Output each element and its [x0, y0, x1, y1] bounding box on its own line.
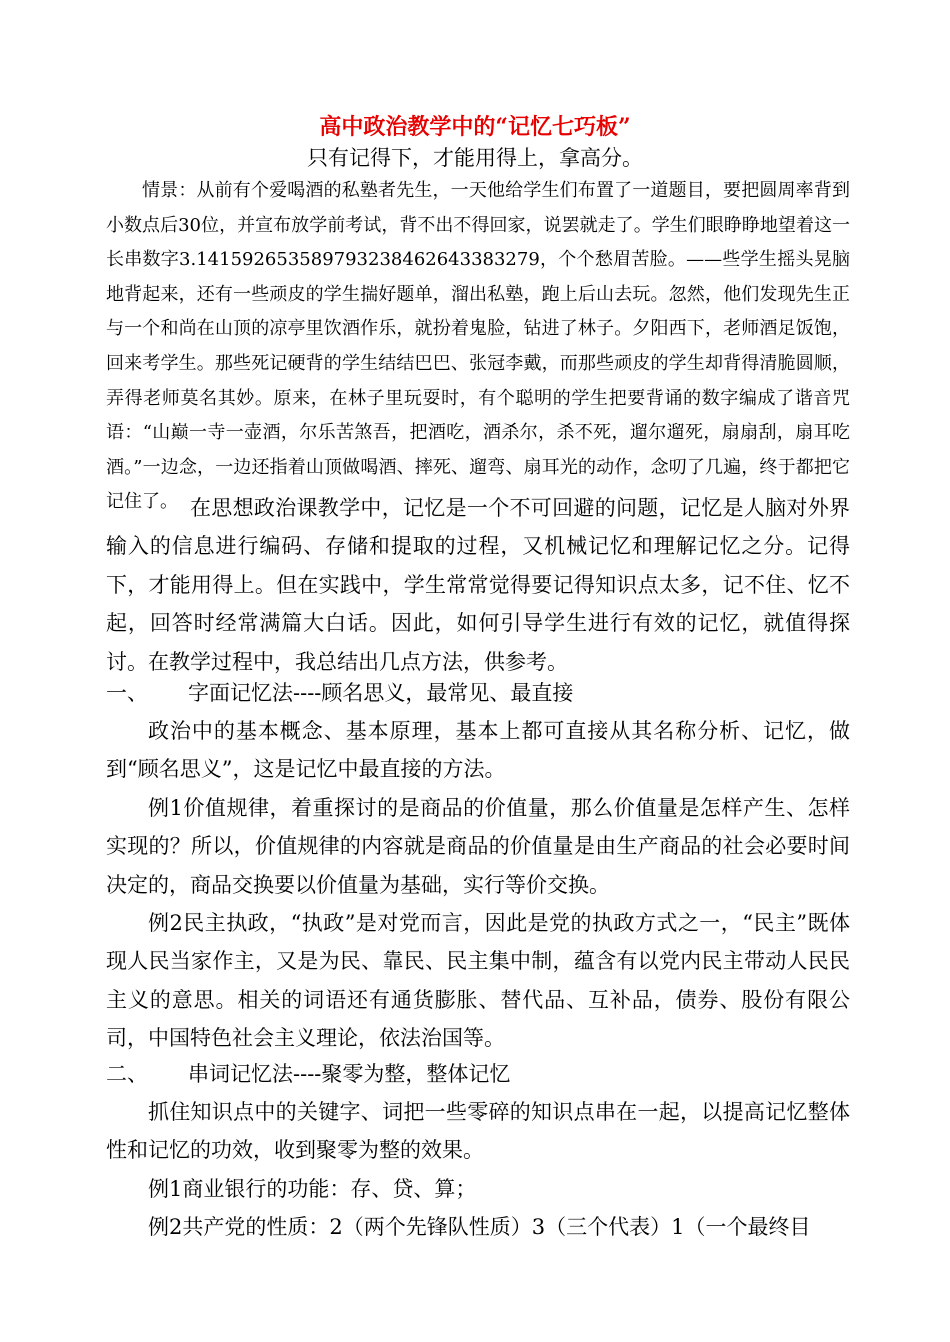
story-paragraph: 情景：从前有个爱喝酒的私塾者先生，一天他给学生们布置了一道题目，要把圆周率背到小数点后30位，并宣布放学前考试，背不出不得回家，说罢就走了。学生们眼睁睁地望着这一长串数字3.141592653589793238462643383279，个个愁眉苦脸。——些学生摇头晃脑地背起来，还有一些顽皮的学生揣好题单，溜出私塾，跑上后山去玩。忽然，他们发现先生正与一个和尚在山顶的凉亭里饮酒作乐，就扮着鬼脸，钻进了林子。夕阳西下，老师酒足饭饱，回来考学生。那些死记硬背的学生结结巴巴、张冠李戴，而那些顽皮的学生却背得清脆圆顺，弄得老师莫名其妙。原来，在林子里玩耍时，有个聪明的学生把要背诵的数字编成了谐音咒语：“山巅一寺一壶酒，尔乐苦煞吾，把酒吃，酒杀尔，杀不死，遛尔遛死，扇扇刮，扇耳吃酒。”一边念，一边还指着山顶做喝酒、摔死、遛弯、扇耳光的动作，念叨了几遍，终于都把它记住了。 — [106, 180, 850, 513]
example-paragraph: 例1商业银行的功能：存、贷、算； — [148, 1177, 477, 1201]
section-number: 二、 — [106, 1062, 148, 1086]
example-paragraph: 例2民主执政，“执政”是对党而言，因此是党的执政方式之一，“民主”既体现人民当家作主，又是为民、靠民、民主集中制，蕴含有以党内民主带动人民民主义的意思。相关的词语还有通货膨胀、替代品、互补品，债券、股份有限公司，中国特色社会主义理论，依法治国等。 — [106, 911, 850, 1051]
page-title: 高中政治教学中的“记忆七巧板” — [319, 114, 631, 140]
section-number: 一、 — [106, 681, 148, 705]
section-paragraph: 政治中的基本概念、基本原理，基本上都可直接从其名称分析、记忆，做到“顾名思义”，这是记忆中最直接的方法。 — [106, 719, 850, 782]
section-paragraph: 抓住知识点中的关键字、词把一些零碎的知识点串在一起，以提高记忆整体性和记忆的功效，收到聚零为整的效果。 — [106, 1100, 850, 1163]
intro-paragraph: 在思想政治课教学中，记忆是一个不可回避的问题，记忆是人脑对外界输入的信息进行编码、存储和提取的过程，又机械记忆和理解记忆之分。记得下，才能用得上。但在实践中，学生常常觉得要记得知识点太多，记不住、忆不起，回答时经常满篇大白话。因此，如何引导学生进行有效的记忆，就值得探讨。在教学过程中，我总结出几点方法，供参考。 — [106, 496, 850, 674]
section-title: 串词记忆法----聚零为整，整体记忆 — [188, 1062, 511, 1086]
example-paragraph: 例2共产党的性质：2（两个先锋队性质）3（三个代表）1（一个最终目 — [148, 1215, 811, 1239]
page-subtitle: 只有记得下，才能用得上，拿高分。 — [307, 146, 643, 170]
section-heading — [106, 674, 573, 712]
example-paragraph: 例1价值规律，着重探讨的是商品的价值量，那么价值量是怎样产生、怎样实现的？所以，价值规律的内容就是商品的价值量是由生产商品的社会必要时间决定的，商品交换要以价值量为基础，实行等价交换。 — [106, 796, 850, 897]
section-title: 字面记忆法----顾名思义，最常见、最直接 — [188, 681, 574, 705]
section-heading — [106, 1055, 510, 1093]
